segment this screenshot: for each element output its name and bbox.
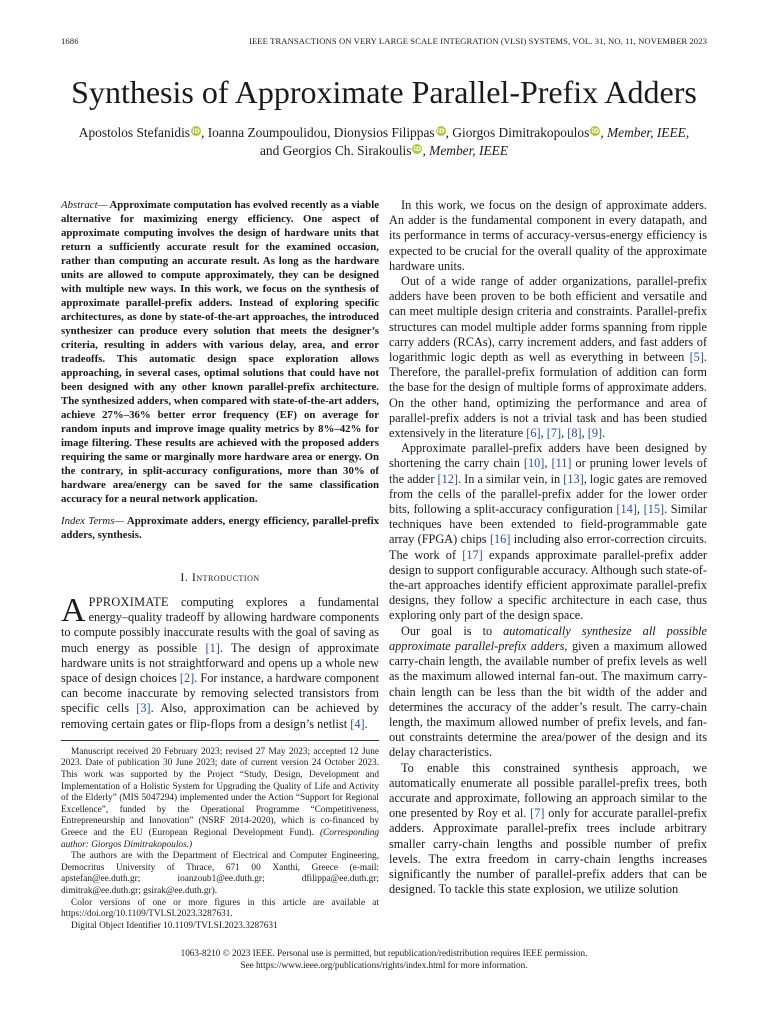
text-run: . In a similar vein, in xyxy=(458,471,564,486)
abstract-text: Approximate computation has evolved recently as a viable alternative for maximizing energy efficiency. One aspect of approximate computing involves the design of hardware units that return a sufficiently accurate result for the examined occasion, rather than computing an accurate result. As long as the hardware units are allowed to compute approximately, they can be designed with multiple new ways. In this work, we focus on the synthesis of approximate parallel-prefix adders. Instead of exploring specific architectures, as done by state-of-the-art approaches, the introduced synthesizer can produce every solution that meets the designer’s criteria, resulting in adders with various delay, area, and error tradeoffs. This automatic design space exploration allows approaching, in several cases, optimal solutions that could have not been designed with any other known parallel-prefix architecture. The synthesized adders, when compared with state-of-the-art adders, achieve 27%–36% better error frequency (EF) on average for random inputs and improve image quality metrics by 8%–42% for image filtering. These results are achieved with the proposed adders requiring the same or marginally more hardware area or energy. On the contrary, in split-accuracy configurations, more than 30% of hardware area/energy can be saved for the same classification accuracy for a neural network application. xyxy=(61,199,379,505)
abstract-label: Abstract— xyxy=(61,199,108,211)
author-list xyxy=(61,124,707,160)
text-run: , xyxy=(544,456,552,471)
rights-link-line: See https://www.ieee.org/publications/rights/index.html for more information. xyxy=(240,959,528,970)
author-role: , Member, IEEE, xyxy=(600,125,690,140)
text-run: . Similar techniques have been extended to field-programmable gate array (FPGA) chips xyxy=(389,502,708,547)
running-header xyxy=(61,36,707,50)
orcid-icon[interactable]: iD xyxy=(591,127,600,135)
text-run: . Therefore, the parallel-prefix formulation of addition can form the base for the design of multiple forms of approximate adders. On the other hand, optimizing the performance and area of parallel-prefix adders is not a trivial task and has been studied extensively in the literature xyxy=(389,350,707,441)
drop-cap: A xyxy=(61,592,86,629)
orcid-icon[interactable]: iD xyxy=(436,127,445,135)
text-run: . Also, approximation can be achieved by removing certain gates or flip-flops from a design’s netlist xyxy=(61,701,380,731)
body-paragraph xyxy=(389,761,707,898)
body-paragraph xyxy=(389,274,707,441)
body-paragraph xyxy=(389,624,707,761)
citation-link[interactable]: [1] xyxy=(205,640,220,655)
text-run: To enable this constrained synthesis approach, we automatically enumerate all possible parallel-prefix trees, both accurate and approximate, following an approach similar to the one presented by Roy et al. xyxy=(389,760,707,821)
citation-link[interactable]: [2] xyxy=(179,671,195,686)
left-column xyxy=(61,198,379,932)
abstract xyxy=(61,198,379,506)
emphasis-text: automatically synthesize all possible approximate parallel-prefix adders xyxy=(389,623,707,653)
citation-link[interactable]: [11] xyxy=(551,456,572,471)
index-terms-label: Index Terms— xyxy=(61,515,125,527)
text-run: , xyxy=(540,426,547,441)
text-run: , given a maximum allowed carry-chain length, the available number of prefix levels as well as the maximum allowed internal fan-out. The maximum carry-chain length can be less than the bit width of the adder and determines the accuracy of the adder’s result. The carry-chain length, the maximum allowed number of prefix levels, and fan-out constraints determine the area/power of the design and its delay characteristics. xyxy=(389,638,707,760)
body-paragraph: In this work, we focus on the design of approximate adders. An adder is the fundamental component in every datapath, and its performance in terms of accuracy-versus-energy efficiency is expected to be crucial for the overall quality of the approximate hardware units. xyxy=(389,198,707,273)
section-numeral: I. xyxy=(180,570,192,584)
body-paragraph xyxy=(389,441,707,623)
text-run: . xyxy=(602,426,606,441)
citation-link[interactable]: [8] xyxy=(567,426,582,441)
text-run: Our goal is to xyxy=(401,623,504,638)
intro-paragraph xyxy=(61,592,380,732)
author-name: , Ioanna Zoumpoulidou, Dionysios Filippas xyxy=(201,125,435,140)
citation-link[interactable]: [4] xyxy=(350,716,365,731)
text-run: computing explores a fundamental energy–quality tradeoff by allowing hardware components to compute possibly inaccurate results with the goal of saving as much energy as possible xyxy=(61,595,379,655)
text-run: , logic gates are removed from the cells of the parallel-prefix adder for the lower order bits, following a split-accuracy configuration xyxy=(389,471,707,517)
copyright-footer xyxy=(0,948,768,971)
text-run: Approximate parallel-prefix adders have been designed by shortening the carry chain xyxy=(389,441,707,471)
citation-link[interactable]: [7] xyxy=(546,426,562,441)
citation-link[interactable]: [9] xyxy=(587,426,603,441)
text-run: , xyxy=(561,426,568,441)
text-run: . The design of approximate hardware units is not straightforward and opens up a whole new space of design choices xyxy=(61,640,380,686)
text-run: , xyxy=(636,502,644,517)
corresponding-author: (Corresponding author: Giorgos Dimitrakopoulos.) xyxy=(61,827,379,850)
right-column xyxy=(389,198,707,897)
author-name: , Giorgos Dimitrakopoulos xyxy=(445,125,590,140)
author-name: Apostolos Stefanidis xyxy=(78,125,191,140)
author-role: , Member, IEEE xyxy=(422,143,509,158)
citation-link[interactable]: [10] xyxy=(523,456,545,471)
text-run: expands approximate parallel-prefix adder design to support configurable accuracy. Although such state-of-the-art approaches identify efficient approximate parallel-prefix designs, they follow a specific architecture in each case, thus exploring only part of the design space. xyxy=(389,547,707,623)
footnote-color: Color versions of one or more figures in this article are available at https://doi.org/10.1109/TVLSI.2023.3287631. xyxy=(61,897,379,920)
citation-link[interactable]: [5] xyxy=(689,350,704,365)
orcid-icon[interactable]: iD xyxy=(413,145,422,153)
text-run: including also error-correction circuits. The work of xyxy=(389,532,708,562)
text-run: . xyxy=(364,716,368,731)
footnote-affiliation: The authors are with the Department of Electrical and Computer Engineering, Democritus University of Thrace, 671 00 Xanthi, Greece (e-mail: apstefan@ee.duth.gr; ioanzoub1@ee.duth.gr; dfilippa@ee.duth.gr; dimitrak@ee.duth.gr; gsirak@ee.duth.gr). xyxy=(61,851,379,896)
citation-link[interactable]: [15] xyxy=(643,502,665,517)
citation-link[interactable]: [3] xyxy=(136,701,151,716)
citation-link[interactable]: [16] xyxy=(489,532,511,547)
section-heading xyxy=(61,570,379,585)
footnote-doi: Digital Object Identifier 10.1109/TVLSI.2023.3287631 xyxy=(71,920,278,931)
citation-link[interactable]: [6] xyxy=(526,426,541,441)
orcid-icon[interactable]: iD xyxy=(192,127,200,135)
citation-link[interactable]: [13] xyxy=(563,471,584,486)
page-number: 1686 xyxy=(61,36,79,46)
text-run: or pruning lower levels of the adder xyxy=(389,456,707,486)
lead-caps: PPROXIMATE xyxy=(88,595,169,609)
text-run: Out of a wide range of adder organizations, parallel-prefix adders have been proven to be both efficient and versatile and can meet multiple design criteria and constraints. Parallel-prefix structures can model multiple adder forms spanning from ripple carry adders (RCAs), carry increment adders, and fast adders of logarithmic logic depth as well as everything in between xyxy=(389,274,707,365)
footnote-divider xyxy=(61,740,379,741)
paper-title: Synthesis of Approximate Parallel-Prefix Adders xyxy=(71,74,697,110)
footnote-manuscript xyxy=(61,747,379,851)
copyright-line: 1063-8210 © 2023 IEEE. Personal use is permitted, but republication/redistribution requires IEEE permission. xyxy=(180,948,588,958)
citation-link[interactable]: [17] xyxy=(462,547,483,562)
citation-link[interactable]: [7] xyxy=(530,806,545,821)
text-run: , xyxy=(581,426,588,441)
section-title: Introduction xyxy=(191,570,260,584)
author-name: and Georgios Ch. Sirakoulis xyxy=(259,143,412,158)
citation-link[interactable]: [12] xyxy=(437,471,458,486)
citation-link[interactable]: [14] xyxy=(616,502,637,517)
index-terms xyxy=(61,514,379,542)
journal-name: IEEE TRANSACTIONS ON VERY LARGE SCALE INTEGRATION (VLSI) SYSTEMS, VOL. 31, NO. 11, NOVEMBER 2023 xyxy=(249,36,707,46)
text-run: only for accurate parallel-prefix adders. Approximate parallel-prefix trees include arbitrary smaller carry-chain lengths and possible number of prefix levels. The extra freedom in carry-chain lengths increases significantly the number of parallel-prefix adders that can be designed. To tackle this state explosion, we utilize solution xyxy=(389,806,707,897)
text-run: . For instance, a hardware component can become inaccurate by removing selected transistors from specific cells xyxy=(61,671,380,716)
index-terms-text: Approximate adders, energy efficiency, parallel-prefix adders, synthesis. xyxy=(61,515,379,541)
text-run: Manuscript received 20 February 2023; revised 27 May 2023; accepted 12 June 2023. Date of publication 30 June 2023; date of current version 24 October 2023. This work was supported by the Project “Study, Design, Development and Implementation of a Holistic System for Upgrading the Quality of Life and Activity of the Elderly” (MIS 5047294) implemented under the Action “Support for Regional Excellence”, funded by the Operational Programme “Competitiveness, Entrepreneurship and Innovation” (NSRF 2014-2020), which is co-financed by Greece and the EU (European Regional Development Fund). xyxy=(61,746,379,838)
